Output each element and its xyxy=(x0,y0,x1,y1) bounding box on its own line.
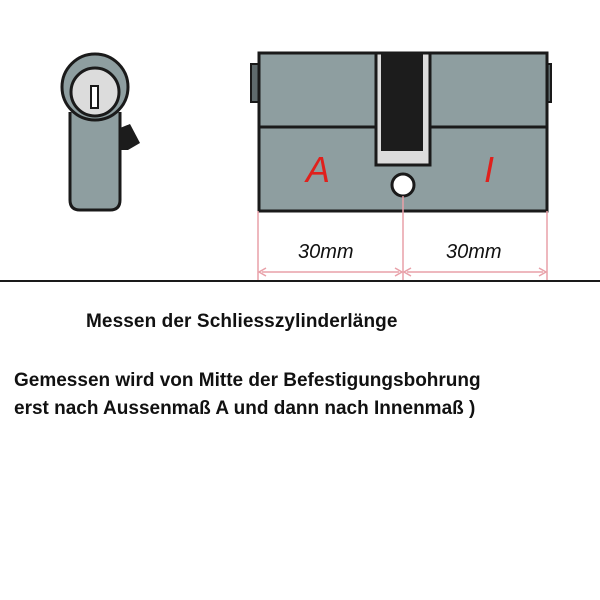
inner-length-label: 30mm xyxy=(446,241,502,263)
cylinder-front-profile xyxy=(70,112,120,210)
outer-side-letter: A xyxy=(306,149,331,190)
fixing-screw-hole xyxy=(392,174,414,196)
cam-bar xyxy=(381,53,423,151)
diagram-title: Messen der Schliesszylinderlänge xyxy=(86,311,398,332)
inner-side-letter: I xyxy=(484,149,495,190)
outer-length-label: 30mm xyxy=(298,241,354,263)
instruction-line-2: erst nach Aussenmaß A und dann nach Innenmaß ) xyxy=(14,398,476,419)
keyway-slot xyxy=(91,86,98,108)
front-cam-tip xyxy=(120,124,140,150)
instruction-line-1: Gemessen wird von Mitte der Befestigungsbohrung xyxy=(14,370,481,391)
cylinder-side-view xyxy=(251,53,551,211)
cylinder-front-view xyxy=(62,54,140,210)
lock-cylinder-diagram xyxy=(0,0,600,290)
